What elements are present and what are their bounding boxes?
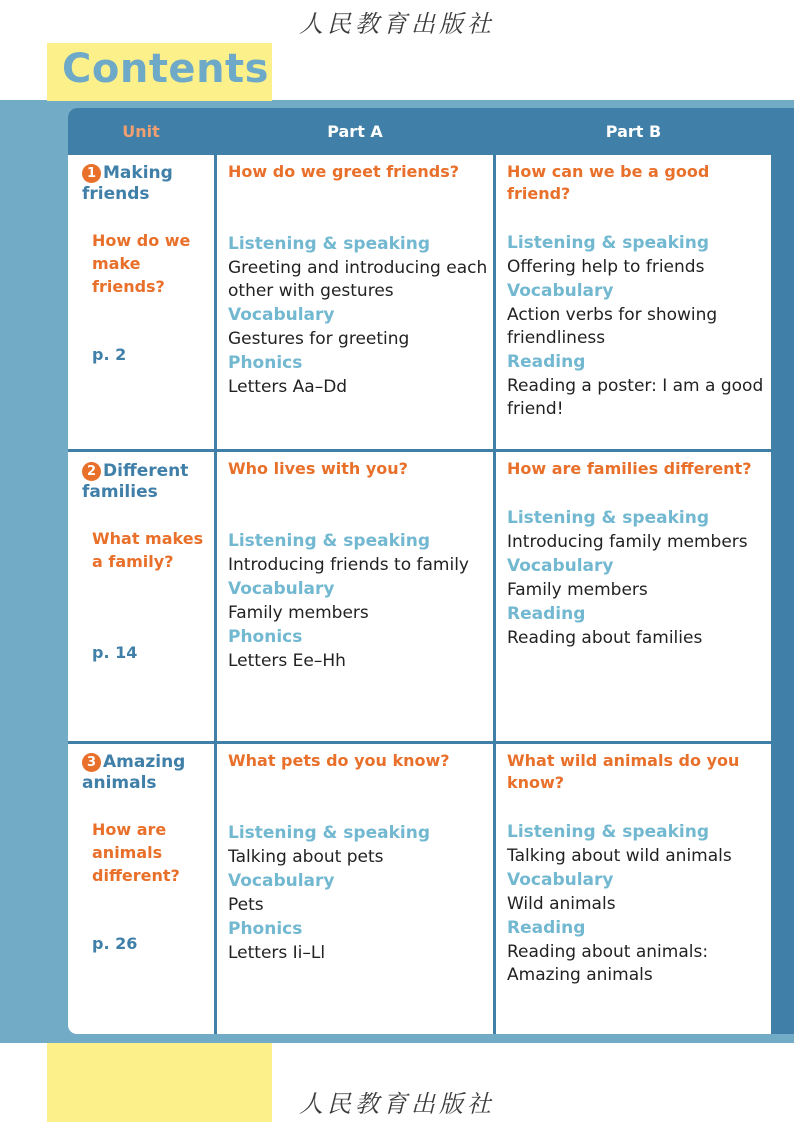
- part-b-question: How can we be a good friend?: [507, 162, 710, 203]
- part-a-question: Who lives with you?: [228, 459, 408, 478]
- phonics-text: Letters Ee–Hh: [228, 651, 346, 671]
- column-divider: [493, 108, 496, 1034]
- unit-question: How do we make friends?: [92, 231, 191, 296]
- unit-title: [82, 752, 222, 794]
- unit-title-text: Amazing animals: [82, 752, 186, 793]
- unit-number-badge: 1: [82, 164, 101, 183]
- listening-label: Listening & speaking: [507, 822, 709, 842]
- listening-text: Talking about wild animals: [507, 846, 732, 866]
- unit-title: [82, 163, 222, 205]
- unit-question: How are animals different?: [92, 820, 180, 885]
- publisher-logo-bottom: 人民教育出版社: [299, 1090, 495, 1118]
- row-divider: [68, 449, 771, 452]
- phonics-label: Phonics: [228, 353, 303, 373]
- unit-number-badge: 2: [82, 462, 101, 481]
- unit-question: What makes a family?: [92, 529, 204, 571]
- page-title: Contents: [62, 46, 269, 92]
- listening-text: Introducing friends to family: [228, 555, 469, 575]
- part-a-question: What pets do you know?: [228, 751, 450, 770]
- phonics-label: Phonics: [228, 627, 303, 647]
- listening-label: Listening & speaking: [507, 508, 709, 528]
- listening-text: Talking about pets: [228, 847, 384, 867]
- reading-text: Reading about animals: Amazing animals: [507, 942, 709, 985]
- listening-label: Listening & speaking: [228, 531, 430, 551]
- column-divider: [214, 108, 217, 1034]
- reading-text: Reading a poster: I am a good friend!: [507, 376, 764, 419]
- vocabulary-text: Family members: [228, 603, 369, 623]
- header-part-a: Part A: [327, 122, 383, 141]
- part-b-question: What wild animals do you know?: [507, 751, 740, 792]
- vocabulary-text: Gestures for greeting: [228, 329, 410, 349]
- unit-title: [82, 461, 222, 503]
- vocabulary-text: Family members: [507, 580, 648, 600]
- listening-label: Listening & speaking: [507, 233, 709, 253]
- unit-page-link[interactable]: p. 2: [92, 345, 127, 364]
- unit-title-text: Making friends: [82, 163, 173, 204]
- vocabulary-label: Vocabulary: [228, 305, 335, 325]
- vocabulary-label: Vocabulary: [507, 870, 614, 890]
- reading-label: Reading: [507, 604, 586, 624]
- reading-label: Reading: [507, 918, 586, 938]
- part-b-cell: [507, 750, 769, 987]
- vocabulary-text: Pets: [228, 895, 264, 915]
- unit-number-badge: 3: [82, 753, 101, 772]
- unit-page-link[interactable]: p. 14: [92, 643, 138, 662]
- part-b-cell: [507, 458, 769, 650]
- listening-label: Listening & speaking: [228, 234, 430, 254]
- vocabulary-text: Action verbs for showing friendliness: [507, 305, 718, 348]
- part-a-cell: [228, 458, 490, 673]
- phonics-text: Letters Ii–Ll: [228, 943, 326, 963]
- publisher-logo-top: 人民教育出版社: [299, 10, 495, 38]
- unit-title-text: Different families: [82, 461, 189, 502]
- part-a-cell: [228, 750, 490, 965]
- part-a-cell: [228, 161, 490, 399]
- part-b-question: How are families different?: [507, 459, 752, 478]
- table-header: [68, 108, 794, 155]
- contents-table: [68, 108, 794, 1034]
- row-divider: [68, 741, 771, 744]
- reading-text: Reading about families: [507, 628, 703, 648]
- vocabulary-label: Vocabulary: [507, 281, 614, 301]
- vocabulary-label: Vocabulary: [228, 871, 335, 891]
- unit-page-link[interactable]: p. 26: [92, 934, 138, 953]
- vocabulary-label: Vocabulary: [507, 556, 614, 576]
- listening-label: Listening & speaking: [228, 823, 430, 843]
- listening-text: Introducing family members: [507, 532, 748, 552]
- header-part-b: Part B: [605, 122, 662, 141]
- vocabulary-text: Wild animals: [507, 894, 616, 914]
- listening-text: Offering help to friends: [507, 257, 705, 277]
- part-a-question: How do we greet friends?: [228, 162, 460, 181]
- vocabulary-label: Vocabulary: [228, 579, 335, 599]
- reading-label: Reading: [507, 352, 586, 372]
- listening-text: Greeting and introducing each other with gestures: [228, 258, 488, 301]
- phonics-text: Letters Aa–Dd: [228, 377, 348, 397]
- right-edge-stripe: [771, 155, 794, 1034]
- header-unit: Unit: [122, 122, 160, 141]
- part-b-cell: [507, 161, 769, 421]
- phonics-label: Phonics: [228, 919, 303, 939]
